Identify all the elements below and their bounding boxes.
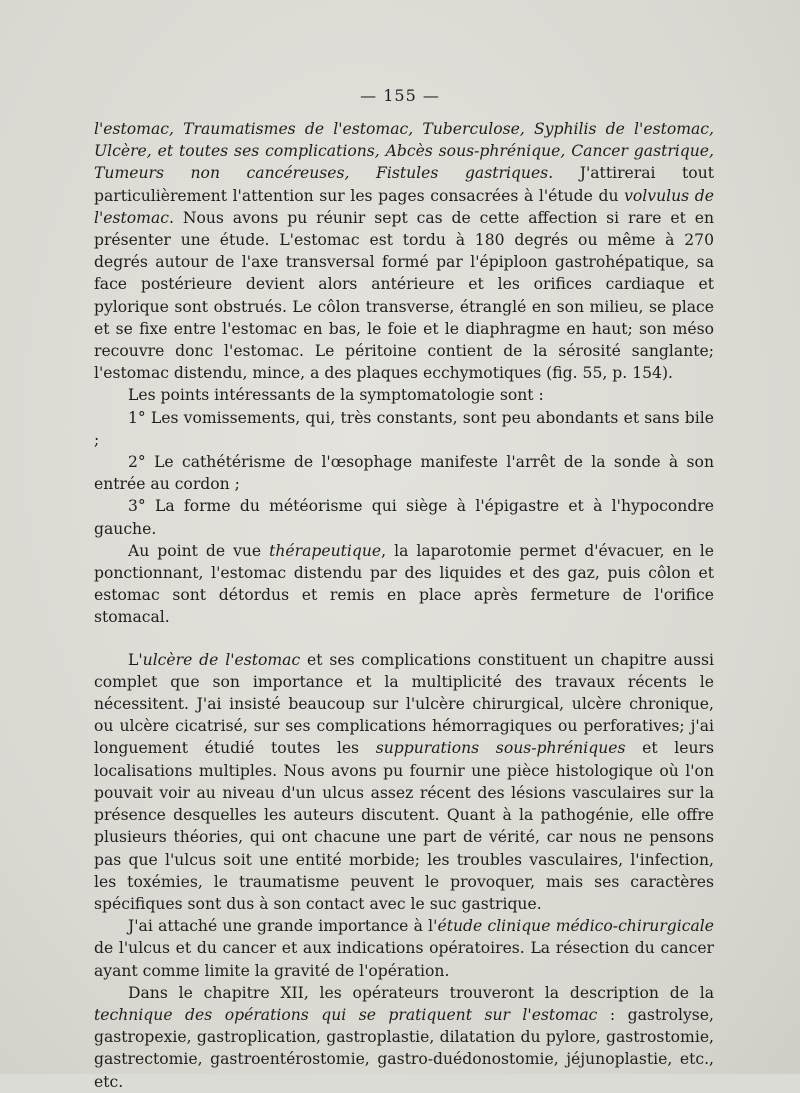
paragraph — [94, 982, 714, 1093]
text-run: L' — [128, 650, 143, 669]
italic-text: technique des opérations qui se pratiquent sur l'estomac — [94, 1005, 598, 1024]
text-run: J'attirerai tout particulièrement l'attention sur les pages consacrées à l'étude du — [94, 164, 715, 205]
paragraph — [94, 495, 714, 539]
paragraph — [94, 451, 714, 495]
italic-text: étude clinique médico-chirurgicale — [437, 917, 715, 936]
text-run: Au point de vue — [128, 541, 270, 560]
italic-text: thérapeutique — [269, 541, 382, 560]
text-run: et leurs localisations multiples. Nous avons pu fournir une pièce histologique où l'on pouvait voir au niveau d'un ulcus assez récent des lésions vasculaires sur la présence desquelles les auteurs discutent. Quant à la pathogénie, elle offre plusieurs théories, qui ont chacune une part de vérité, car nous ne pensons pas que l'ulcus soit une entité morbide; les troubles vasculaires, l'infection, les toxémies, le traumatisme peuvent le provoquer, mais ses caractères spécifiques sont dus à son contact avec le suc gastrique. — [94, 739, 714, 913]
text-run: de l'ulcus et du cancer et aux indications opératoires. La résection du cancer ayant comme limite la gravité de l'opération. — [94, 939, 714, 980]
text-run: : gastrolyse, gastropexie, gastroplication, gastroplastie, dilatation du pylore, gastrostomie, gastrectomie, gastroentérostomie, gastro-duédonostomie, jéjunoplastie, etc., etc. — [94, 1005, 714, 1091]
paragraph — [94, 384, 714, 406]
text-run: Les points intéressants de la symptomatologie sont : — [128, 386, 544, 405]
italic-text: suppurations sous-phréniques — [375, 739, 626, 758]
text-run: Dans le chapitre XII, les opérateurs trouveront la description de la — [128, 983, 714, 1002]
text-run: 3° La forme du météorisme qui siège à l'épigastre et à l'hypocondre gauche. — [94, 497, 714, 538]
paragraph — [94, 407, 714, 451]
body-text — [94, 118, 714, 1093]
text-run: 1° Les vomissements, qui, très constants, sont peu abondants et sans bile ; — [94, 408, 714, 449]
italic-text: volvulus de l'estomac — [94, 186, 714, 227]
paragraph-gap — [94, 629, 714, 649]
paragraph — [94, 649, 714, 915]
paragraph — [94, 915, 714, 982]
paragraph — [94, 118, 714, 384]
text-run: 2° Le cathétérisme de l'œsophage manifeste l'arrêt de la sonde à son entrée au cordon ; — [94, 453, 714, 494]
italic-text: ulcère de l'estomac — [142, 650, 301, 669]
italic-text: l'estomac, Traumatismes de l'estomac, Tuberculose, Syphilis de l'estomac, Ulcère, et toutes ses complications, Abcès sous-phrénique, Cancer gastrique, Tumeurs non cancéreuses, Fistules gastriques. — [94, 120, 714, 183]
text-run: et ses complications constituent un chapitre aussi complet que son importance et la multiplicité des travaux récents le nécessitent. J'ai insisté beaucoup sur l'ulcère chirurgical, ulcère chronique, ou ulcère cicatrisé, sur ses complications hémorragiques ou perforatives; j'ai longuement étudié toutes les — [94, 650, 714, 758]
paragraph — [94, 540, 714, 629]
page-number: — 155 — — [360, 86, 440, 105]
text-run: . Nous avons pu réunir sept cas de cette affection si rare et en présenter une étude. L'estomac est tordu à 180 degrés ou même à 270 degrés autour de l'axe transversal formé par l'épiploon gastrohépatique, sa face postérieure devient alors antérieure et les orifices cardiaque et pylorique sont obstrués. Le côlon transverse, étranglé en son milieu, se place et se fixe entre l'estomac en bas, le foie et le diaphragme en haut; son méso recouvre donc l'estomac. Le péritoine contient de la sérosité sanglante; l'estomac distendu, mince, a des plaques ecchymotiques (fig. 55, p. 154). — [94, 208, 714, 383]
text-run: , la laparotomie permet d'évacuer, en le ponctionnant, l'estomac distendu par des liquides et des gaz, puis côlon et estomac sont détordus et remis en place après fermeture de l'orifice stomacal. — [94, 541, 714, 627]
text-run: J'ai attaché une grande importance à l' — [128, 917, 438, 936]
